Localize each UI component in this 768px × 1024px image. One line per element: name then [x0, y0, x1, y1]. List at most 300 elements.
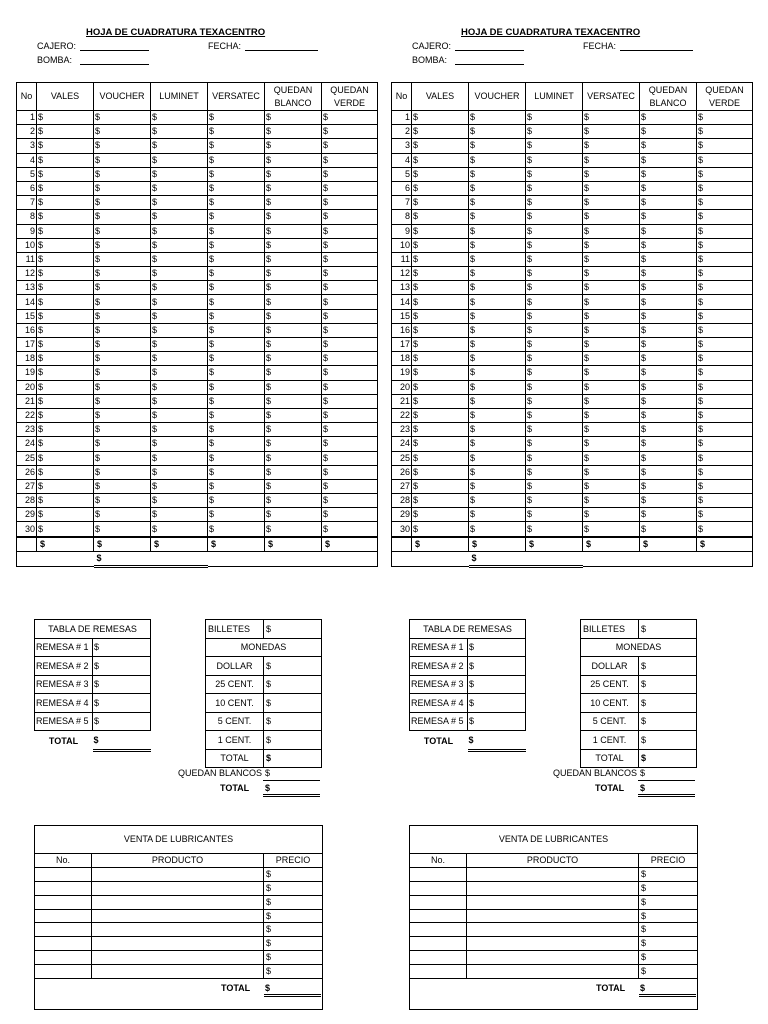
lub-no-cell[interactable]	[410, 965, 467, 979]
amount-cell[interactable]: $	[697, 238, 753, 252]
amount-cell[interactable]: $	[37, 380, 94, 394]
amount-cell[interactable]: $	[697, 167, 753, 181]
amount-cell[interactable]: $	[37, 196, 94, 210]
amount-cell[interactable]: $	[265, 252, 322, 266]
lub-no-cell[interactable]	[35, 895, 92, 909]
amount-cell[interactable]: $	[697, 309, 753, 323]
cash-total-value[interactable]: $	[639, 749, 697, 768]
amount-cell[interactable]: $	[265, 295, 322, 309]
amount-cell[interactable]: $	[697, 437, 753, 451]
amount-cell[interactable]: $	[322, 338, 378, 352]
amount-cell[interactable]: $	[640, 479, 697, 493]
lub-no-cell[interactable]	[35, 951, 92, 965]
amount-cell[interactable]: $	[640, 408, 697, 422]
remesa-amount[interactable]: $	[468, 694, 526, 713]
amount-cell[interactable]: $	[469, 295, 526, 309]
amount-cell[interactable]: $	[469, 408, 526, 422]
amount-cell[interactable]: $	[697, 423, 753, 437]
amount-cell[interactable]: $	[640, 437, 697, 451]
amount-cell[interactable]: $	[151, 338, 208, 352]
amount-cell[interactable]: $	[37, 267, 94, 281]
amount-cell[interactable]: $	[94, 380, 151, 394]
amount-cell[interactable]: $	[583, 508, 640, 522]
amount-cell[interactable]: $	[208, 281, 265, 295]
amount-cell[interactable]: $	[265, 508, 322, 522]
amount-cell[interactable]: $	[208, 196, 265, 210]
amount-cell[interactable]: $	[469, 153, 526, 167]
lub-no-cell[interactable]	[410, 923, 467, 937]
amount-cell[interactable]: $	[469, 394, 526, 408]
quedan-blancos-field[interactable]	[263, 780, 320, 781]
amount-cell[interactable]: $	[208, 267, 265, 281]
amount-cell[interactable]: $	[151, 309, 208, 323]
amount-cell[interactable]: $	[37, 295, 94, 309]
amount-cell[interactable]: $	[208, 153, 265, 167]
amount-cell[interactable]: $	[265, 465, 322, 479]
lub-price-cell[interactable]: $	[639, 937, 698, 951]
amount-cell[interactable]: $	[583, 494, 640, 508]
column-total[interactable]: $	[526, 537, 583, 552]
amount-cell[interactable]: $	[151, 252, 208, 266]
lub-no-cell[interactable]	[35, 867, 92, 881]
lub-product-cell[interactable]	[467, 923, 639, 937]
amount-cell[interactable]: $	[469, 338, 526, 352]
lub-product-cell[interactable]	[467, 881, 639, 895]
amount-cell[interactable]: $	[583, 267, 640, 281]
amount-cell[interactable]: $	[322, 479, 378, 493]
amount-cell[interactable]: $	[697, 139, 753, 153]
amount-cell[interactable]: $	[151, 508, 208, 522]
amount-cell[interactable]: $	[94, 125, 151, 139]
amount-cell[interactable]: $	[697, 210, 753, 224]
amount-cell[interactable]: $	[412, 423, 469, 437]
amount-cell[interactable]: $	[151, 394, 208, 408]
lub-price-cell[interactable]: $	[639, 923, 698, 937]
amount-cell[interactable]: $	[697, 522, 753, 537]
coin-amount[interactable]: $	[264, 675, 322, 694]
amount-cell[interactable]: $	[469, 125, 526, 139]
amount-cell[interactable]: $	[412, 508, 469, 522]
amount-cell[interactable]: $	[640, 338, 697, 352]
amount-cell[interactable]: $	[151, 238, 208, 252]
amount-cell[interactable]: $	[583, 181, 640, 195]
amount-cell[interactable]: $	[526, 238, 583, 252]
amount-cell[interactable]: $	[697, 224, 753, 238]
amount-cell[interactable]: $	[94, 323, 151, 337]
amount-cell[interactable]: $	[208, 238, 265, 252]
amount-cell[interactable]: $	[412, 338, 469, 352]
amount-cell[interactable]: $	[322, 423, 378, 437]
amount-cell[interactable]: $	[526, 281, 583, 295]
lub-product-cell[interactable]	[467, 909, 639, 923]
lub-product-cell[interactable]	[92, 895, 264, 909]
amount-cell[interactable]: $	[583, 125, 640, 139]
amount-cell[interactable]: $	[151, 366, 208, 380]
column-total[interactable]: $	[265, 537, 322, 552]
quedan-blancos-field[interactable]	[638, 780, 695, 781]
grand-total-value[interactable]: $	[94, 551, 208, 566]
amount-cell[interactable]: $	[469, 423, 526, 437]
amount-cell[interactable]: $	[265, 224, 322, 238]
amount-cell[interactable]: $	[583, 281, 640, 295]
amount-cell[interactable]: $	[583, 224, 640, 238]
amount-cell[interactable]: $	[208, 338, 265, 352]
amount-cell[interactable]: $	[469, 111, 526, 125]
amount-cell[interactable]: $	[526, 167, 583, 181]
amount-cell[interactable]: $	[469, 196, 526, 210]
amount-cell[interactable]: $	[265, 380, 322, 394]
amount-cell[interactable]: $	[94, 295, 151, 309]
amount-cell[interactable]: $	[583, 437, 640, 451]
amount-cell[interactable]: $	[583, 338, 640, 352]
lub-product-cell[interactable]	[92, 923, 264, 937]
amount-cell[interactable]: $	[322, 494, 378, 508]
amount-cell[interactable]: $	[37, 281, 94, 295]
amount-cell[interactable]: $	[583, 167, 640, 181]
amount-cell[interactable]: $	[94, 196, 151, 210]
lub-product-cell[interactable]	[92, 881, 264, 895]
lub-no-cell[interactable]	[35, 923, 92, 937]
amount-cell[interactable]: $	[208, 181, 265, 195]
amount-cell[interactable]: $	[322, 380, 378, 394]
amount-cell[interactable]: $	[94, 437, 151, 451]
amount-cell[interactable]: $	[640, 323, 697, 337]
amount-cell[interactable]: $	[697, 380, 753, 394]
amount-cell[interactable]: $	[322, 252, 378, 266]
lub-no-cell[interactable]	[410, 909, 467, 923]
billetes-amount[interactable]: $	[264, 620, 322, 639]
amount-cell[interactable]: $	[412, 281, 469, 295]
remesas-total-value[interactable]: $	[93, 731, 151, 751]
amount-cell[interactable]: $	[265, 281, 322, 295]
amount-cell[interactable]: $	[208, 224, 265, 238]
amount-cell[interactable]: $	[265, 338, 322, 352]
lub-price-cell[interactable]: $	[639, 867, 698, 881]
lub-no-cell[interactable]	[35, 881, 92, 895]
amount-cell[interactable]: $	[583, 111, 640, 125]
amount-cell[interactable]: $	[151, 125, 208, 139]
amount-cell[interactable]: $	[208, 252, 265, 266]
amount-cell[interactable]: $	[469, 224, 526, 238]
amount-cell[interactable]: $	[208, 111, 265, 125]
amount-cell[interactable]: $	[322, 181, 378, 195]
amount-cell[interactable]: $	[322, 394, 378, 408]
amount-cell[interactable]: $	[265, 309, 322, 323]
amount-cell[interactable]: $	[412, 181, 469, 195]
amount-cell[interactable]: $	[640, 196, 697, 210]
lub-product-cell[interactable]	[467, 965, 639, 979]
amount-cell[interactable]: $	[640, 267, 697, 281]
amount-cell[interactable]: $	[265, 494, 322, 508]
amount-cell[interactable]: $	[640, 508, 697, 522]
amount-cell[interactable]: $	[151, 267, 208, 281]
amount-cell[interactable]: $	[469, 352, 526, 366]
amount-cell[interactable]: $	[94, 423, 151, 437]
amount-cell[interactable]: $	[412, 479, 469, 493]
amount-cell[interactable]: $	[265, 408, 322, 422]
amount-cell[interactable]: $	[37, 494, 94, 508]
amount-cell[interactable]: $	[640, 394, 697, 408]
amount-cell[interactable]: $	[265, 366, 322, 380]
remesa-amount[interactable]: $	[93, 712, 151, 731]
cajero-field[interactable]	[80, 50, 149, 51]
lub-price-cell[interactable]: $	[264, 951, 323, 965]
lub-no-cell[interactable]	[410, 895, 467, 909]
amount-cell[interactable]: $	[265, 196, 322, 210]
amount-cell[interactable]: $	[37, 437, 94, 451]
amount-cell[interactable]: $	[697, 111, 753, 125]
column-total[interactable]: $	[151, 537, 208, 552]
amount-cell[interactable]: $	[151, 323, 208, 337]
amount-cell[interactable]: $	[412, 167, 469, 181]
amount-cell[interactable]: $	[322, 352, 378, 366]
amount-cell[interactable]: $	[208, 479, 265, 493]
amount-cell[interactable]: $	[37, 139, 94, 153]
amount-cell[interactable]: $	[697, 153, 753, 167]
lub-no-cell[interactable]	[410, 881, 467, 895]
amount-cell[interactable]: $	[265, 323, 322, 337]
lub-no-cell[interactable]	[410, 867, 467, 881]
amount-cell[interactable]: $	[37, 451, 94, 465]
amount-cell[interactable]: $	[94, 111, 151, 125]
amount-cell[interactable]: $	[151, 437, 208, 451]
amount-cell[interactable]: $	[94, 224, 151, 238]
amount-cell[interactable]: $	[412, 451, 469, 465]
amount-cell[interactable]: $	[94, 181, 151, 195]
amount-cell[interactable]: $	[469, 437, 526, 451]
amount-cell[interactable]: $	[412, 437, 469, 451]
amount-cell[interactable]: $	[526, 494, 583, 508]
remesa-amount[interactable]: $	[93, 657, 151, 676]
amount-cell[interactable]: $	[265, 423, 322, 437]
amount-cell[interactable]: $	[208, 323, 265, 337]
amount-cell[interactable]: $	[640, 380, 697, 394]
amount-cell[interactable]: $	[151, 380, 208, 394]
amount-cell[interactable]: $	[640, 238, 697, 252]
amount-cell[interactable]: $	[412, 408, 469, 422]
amount-cell[interactable]: $	[37, 522, 94, 537]
amount-cell[interactable]: $	[322, 196, 378, 210]
amount-cell[interactable]: $	[640, 252, 697, 266]
amount-cell[interactable]: $	[412, 224, 469, 238]
lub-product-cell[interactable]	[92, 937, 264, 951]
coin-amount[interactable]: $	[264, 694, 322, 713]
amount-cell[interactable]: $	[151, 196, 208, 210]
amount-cell[interactable]: $	[583, 522, 640, 537]
amount-cell[interactable]: $	[94, 338, 151, 352]
lub-price-cell[interactable]: $	[264, 909, 323, 923]
amount-cell[interactable]: $	[94, 238, 151, 252]
amount-cell[interactable]: $	[640, 451, 697, 465]
amount-cell[interactable]: $	[151, 153, 208, 167]
amount-cell[interactable]: $	[412, 139, 469, 153]
amount-cell[interactable]: $	[208, 380, 265, 394]
amount-cell[interactable]: $	[526, 139, 583, 153]
lub-product-cell[interactable]	[467, 951, 639, 965]
amount-cell[interactable]: $	[37, 252, 94, 266]
amount-cell[interactable]: $	[151, 352, 208, 366]
column-total[interactable]: $	[37, 537, 94, 552]
amount-cell[interactable]: $	[697, 252, 753, 266]
lub-no-cell[interactable]	[410, 951, 467, 965]
amount-cell[interactable]: $	[412, 196, 469, 210]
amount-cell[interactable]: $	[526, 479, 583, 493]
amount-cell[interactable]: $	[640, 522, 697, 537]
amount-cell[interactable]: $	[469, 139, 526, 153]
amount-cell[interactable]: $	[526, 522, 583, 537]
coin-amount[interactable]: $	[639, 675, 697, 694]
amount-cell[interactable]: $	[94, 522, 151, 537]
billetes-amount[interactable]: $	[639, 620, 697, 639]
lub-no-cell[interactable]	[35, 909, 92, 923]
amount-cell[interactable]: $	[37, 394, 94, 408]
amount-cell[interactable]: $	[526, 423, 583, 437]
column-total[interactable]: $	[208, 537, 265, 552]
amount-cell[interactable]: $	[37, 508, 94, 522]
amount-cell[interactable]: $	[640, 210, 697, 224]
amount-cell[interactable]: $	[322, 139, 378, 153]
amount-cell[interactable]: $	[208, 295, 265, 309]
amount-cell[interactable]: $	[640, 352, 697, 366]
amount-cell[interactable]: $	[151, 281, 208, 295]
amount-cell[interactable]: $	[322, 451, 378, 465]
amount-cell[interactable]: $	[265, 267, 322, 281]
amount-cell[interactable]: $	[583, 309, 640, 323]
coin-amount[interactable]: $	[639, 731, 697, 750]
amount-cell[interactable]: $	[37, 352, 94, 366]
amount-cell[interactable]: $	[526, 437, 583, 451]
amount-cell[interactable]: $	[265, 451, 322, 465]
amount-cell[interactable]: $	[322, 238, 378, 252]
amount-cell[interactable]: $	[94, 366, 151, 380]
amount-cell[interactable]: $	[640, 423, 697, 437]
lub-price-cell[interactable]: $	[264, 937, 323, 951]
amount-cell[interactable]: $	[151, 224, 208, 238]
remesa-amount[interactable]: $	[468, 712, 526, 731]
amount-cell[interactable]: $	[526, 323, 583, 337]
amount-cell[interactable]: $	[208, 394, 265, 408]
amount-cell[interactable]: $	[322, 281, 378, 295]
cash-total-value[interactable]: $	[264, 749, 322, 768]
amount-cell[interactable]: $	[640, 224, 697, 238]
amount-cell[interactable]: $	[322, 408, 378, 422]
amount-cell[interactable]: $	[583, 366, 640, 380]
amount-cell[interactable]: $	[94, 352, 151, 366]
amount-cell[interactable]: $	[151, 408, 208, 422]
amount-cell[interactable]: $	[583, 423, 640, 437]
amount-cell[interactable]: $	[640, 111, 697, 125]
amount-cell[interactable]: $	[265, 522, 322, 537]
amount-cell[interactable]: $	[697, 295, 753, 309]
amount-cell[interactable]: $	[583, 323, 640, 337]
amount-cell[interactable]: $	[526, 111, 583, 125]
amount-cell[interactable]: $	[469, 494, 526, 508]
amount-cell[interactable]: $	[37, 153, 94, 167]
lub-product-cell[interactable]	[92, 965, 264, 979]
coin-amount[interactable]: $	[639, 712, 697, 731]
amount-cell[interactable]: $	[37, 309, 94, 323]
column-total[interactable]: $	[583, 537, 640, 552]
amount-cell[interactable]: $	[583, 479, 640, 493]
amount-cell[interactable]: $	[94, 508, 151, 522]
amount-cell[interactable]: $	[37, 366, 94, 380]
amount-cell[interactable]: $	[322, 153, 378, 167]
coin-amount[interactable]: $	[264, 657, 322, 676]
amount-cell[interactable]: $	[526, 224, 583, 238]
amount-cell[interactable]: $	[265, 125, 322, 139]
amount-cell[interactable]: $	[94, 394, 151, 408]
amount-cell[interactable]: $	[37, 125, 94, 139]
lub-price-cell[interactable]: $	[264, 881, 323, 895]
remesa-amount[interactable]: $	[468, 675, 526, 694]
coin-amount[interactable]: $	[639, 657, 697, 676]
amount-cell[interactable]: $	[697, 338, 753, 352]
lub-no-cell[interactable]	[35, 937, 92, 951]
amount-cell[interactable]: $	[469, 309, 526, 323]
amount-cell[interactable]: $	[265, 153, 322, 167]
amount-cell[interactable]: $	[94, 494, 151, 508]
amount-cell[interactable]: $	[526, 153, 583, 167]
amount-cell[interactable]: $	[583, 295, 640, 309]
amount-cell[interactable]: $	[469, 167, 526, 181]
amount-cell[interactable]: $	[640, 494, 697, 508]
amount-cell[interactable]: $	[94, 167, 151, 181]
amount-cell[interactable]: $	[151, 423, 208, 437]
amount-cell[interactable]: $	[697, 323, 753, 337]
amount-cell[interactable]: $	[208, 423, 265, 437]
coin-amount[interactable]: $	[639, 694, 697, 713]
amount-cell[interactable]: $	[640, 181, 697, 195]
amount-cell[interactable]: $	[583, 380, 640, 394]
amount-cell[interactable]: $	[697, 408, 753, 422]
amount-cell[interactable]: $	[208, 465, 265, 479]
fecha-field[interactable]	[620, 50, 693, 51]
amount-cell[interactable]: $	[640, 139, 697, 153]
amount-cell[interactable]: $	[469, 210, 526, 224]
amount-cell[interactable]: $	[151, 479, 208, 493]
amount-cell[interactable]: $	[640, 366, 697, 380]
amount-cell[interactable]: $	[469, 479, 526, 493]
amount-cell[interactable]: $	[697, 125, 753, 139]
column-total[interactable]: $	[640, 537, 697, 552]
grand-total-value[interactable]: $	[469, 551, 583, 566]
amount-cell[interactable]: $	[526, 181, 583, 195]
amount-cell[interactable]: $	[697, 494, 753, 508]
cajero-field[interactable]	[455, 50, 524, 51]
amount-cell[interactable]: $	[640, 309, 697, 323]
amount-cell[interactable]: $	[208, 167, 265, 181]
amount-cell[interactable]: $	[94, 451, 151, 465]
lub-product-cell[interactable]	[467, 867, 639, 881]
bomba-field[interactable]	[455, 64, 524, 65]
amount-cell[interactable]: $	[208, 522, 265, 537]
amount-cell[interactable]: $	[583, 196, 640, 210]
amount-cell[interactable]: $	[697, 366, 753, 380]
lub-product-cell[interactable]	[92, 867, 264, 881]
amount-cell[interactable]: $	[94, 281, 151, 295]
amount-cell[interactable]: $	[208, 451, 265, 465]
amount-cell[interactable]: $	[526, 295, 583, 309]
amount-cell[interactable]: $	[697, 394, 753, 408]
amount-cell[interactable]: $	[208, 494, 265, 508]
lub-price-cell[interactable]: $	[639, 965, 698, 979]
amount-cell[interactable]: $	[265, 352, 322, 366]
lub-price-cell[interactable]: $	[264, 965, 323, 979]
amount-cell[interactable]: $	[151, 139, 208, 153]
amount-cell[interactable]: $	[37, 323, 94, 337]
lub-price-cell[interactable]: $	[264, 867, 323, 881]
amount-cell[interactable]: $	[583, 252, 640, 266]
